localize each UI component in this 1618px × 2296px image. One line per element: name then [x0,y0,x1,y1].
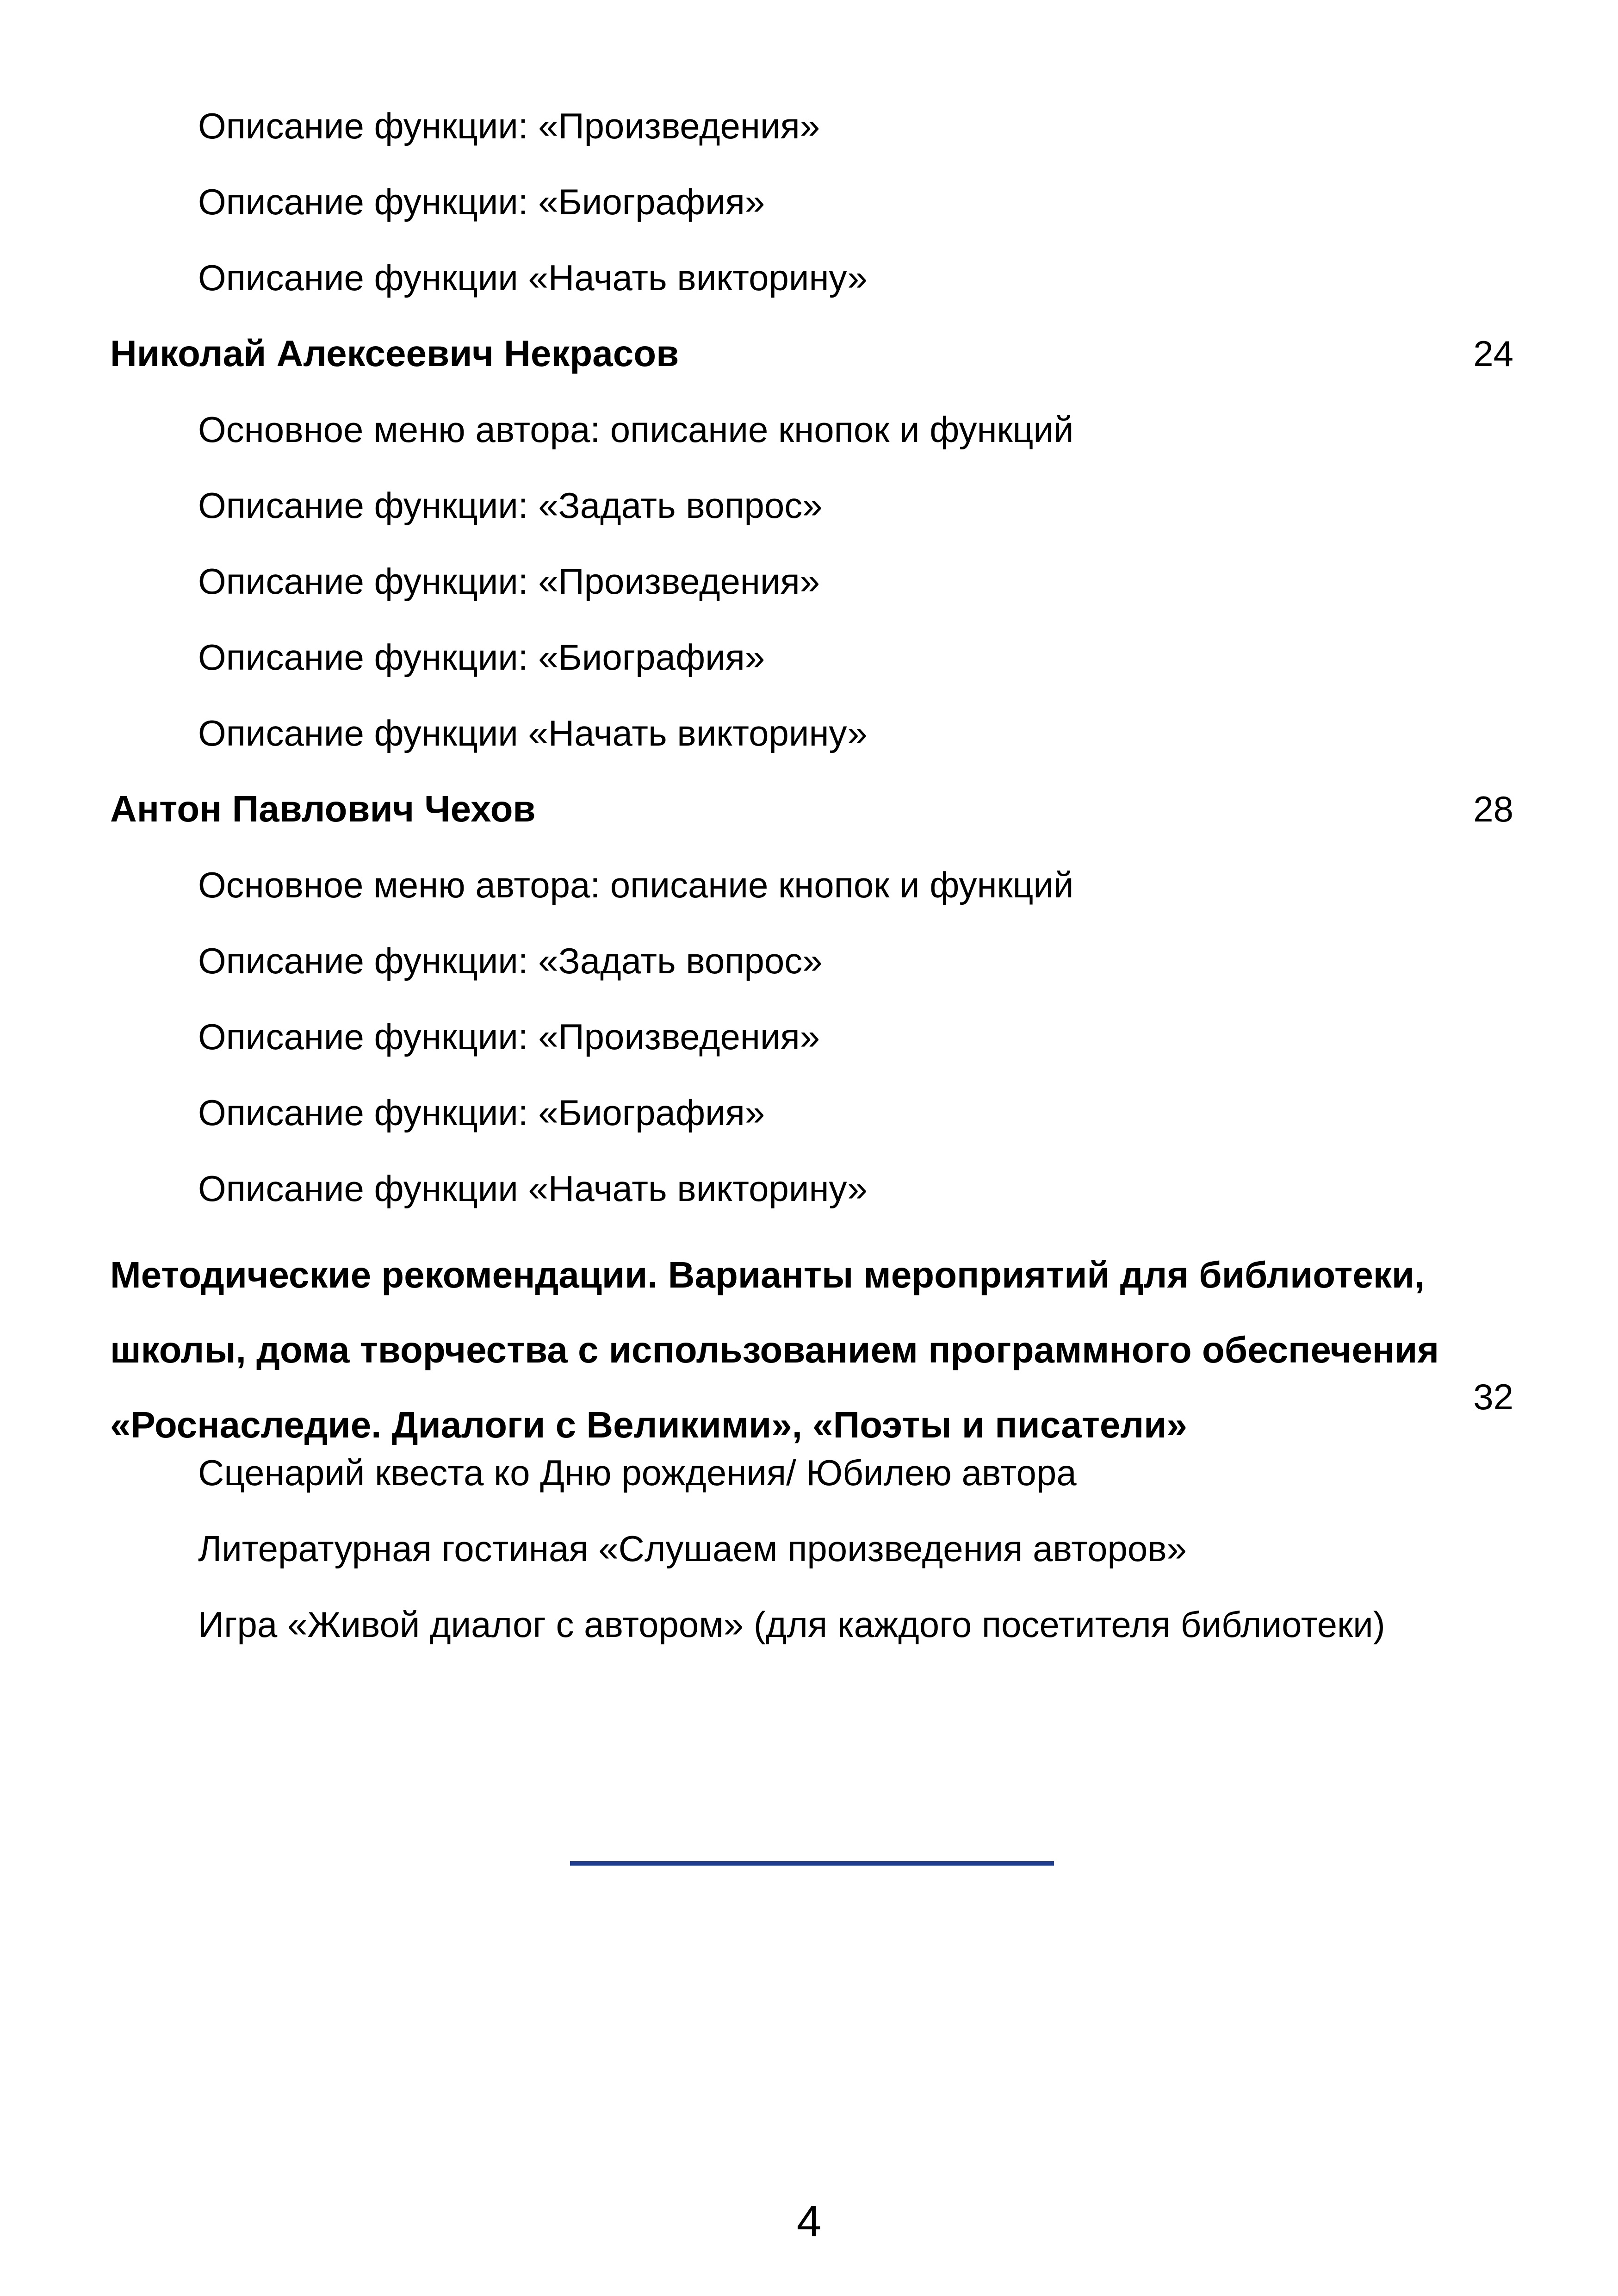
toc-entry[interactable] [0,1085,1618,1140]
toc-entry[interactable] [0,629,1618,685]
page-number: 4 [796,2196,822,2246]
toc-entry[interactable] [0,98,1618,154]
toc-entry[interactable] [0,402,1618,457]
toc-entry-label: Литературная гостиная «Слушаем произведения авторов» [198,1528,1187,1569]
toc-section-title-line: школы, дома творчества с использованием программного обеспечения [110,1329,1439,1370]
toc-entry-label: Описание функции «Начать викторину» [198,257,868,298]
toc-entry-label: Описание функции: «Задать вопрос» [198,940,823,981]
toc-section-title-line: Методические рекомендации. Варианты мероприятий для библиотеки, [110,1254,1425,1295]
toc-entry[interactable] [0,705,1618,761]
toc-entry[interactable] [0,1521,1618,1576]
toc-entry[interactable] [0,478,1618,533]
toc-section-chekhov[interactable] [0,781,1618,837]
toc-entry-label: Основное меню автора: описание кнопок и функций [198,409,1074,450]
decorative-divider [570,1861,1054,1866]
toc-entry[interactable] [0,1445,1618,1500]
toc-entry[interactable] [0,857,1618,913]
toc-page-number: 32 [1473,1376,1513,1417]
toc-entry[interactable] [0,250,1618,305]
toc-entry-label: Описание функции: «Биография» [198,637,765,678]
toc-page-number: 28 [1473,789,1513,829]
toc-entry[interactable] [0,1009,1618,1064]
toc-entry-label: Описание функции: «Произведения» [198,1016,820,1057]
toc-section-title-line: «Роснаследие. Диалоги с Великими», «Поэты и писатели» [110,1404,1187,1445]
toc-entry[interactable] [0,933,1618,989]
toc-entry-label: Основное меню автора: описание кнопок и функций [198,865,1074,905]
toc-entry-label: Игра «Живой диалог с автором» (для каждого посетителя библиотеки) [198,1604,1385,1645]
toc-entry-label: Описание функции: «Биография» [198,1092,765,1133]
toc-section-nekrasov[interactable] [0,326,1618,381]
toc-entry[interactable] [0,1161,1618,1216]
toc-section-title: Антон Павлович Чехов [110,788,536,829]
toc-entry-label: Описание функции: «Биография» [198,181,765,222]
toc-entry-label: Описание функции «Начать викторину» [198,1168,868,1209]
toc-section-title: Николай Алексеевич Некрасов [110,333,679,374]
toc-entry-label: Описание функции: «Произведения» [198,561,820,602]
toc-entry-label: Описание функции: «Задать вопрос» [198,485,823,526]
toc-entry[interactable] [0,1597,1618,1652]
toc-entry[interactable] [0,174,1618,230]
toc-entry-label: Описание функции: «Произведения» [198,106,820,146]
toc-entry-label: Сценарий квеста ко Дню рождения/ Юбилею автора [198,1452,1077,1493]
toc-page-number: 24 [1473,333,1513,374]
toc-page-number-row [0,1369,1618,1425]
toc-section-methods[interactable] [110,1238,1517,1462]
toc-entry-label: Описание функции «Начать викторину» [198,713,868,753]
toc-entry[interactable] [0,554,1618,609]
